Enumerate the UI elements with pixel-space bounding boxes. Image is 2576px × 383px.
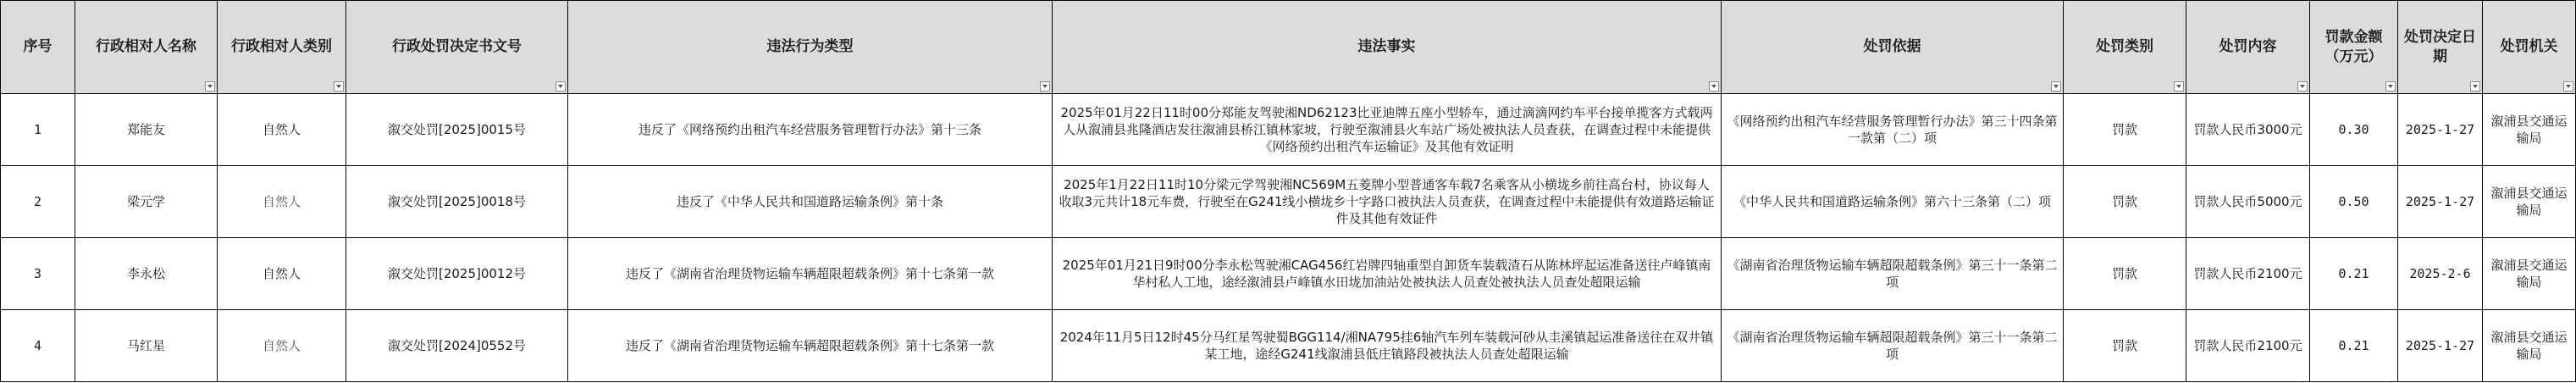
cell-date[interactable]: 2025-1-27 [2398,166,2483,238]
cell-index[interactable]: 2 [1,166,75,238]
cell-name[interactable]: 李永松 [75,238,218,310]
header-label: 序号 [23,38,53,55]
cell-facts[interactable]: 2024年11月5日12时45分马红星驾驶蜀BGG114/湘NA795挂6轴汽车列车装载河砂从圭溪镇起运准备送往在双井镇某工地，途经G241线溆浦县低庄镇路段被执法人员查处超限运输 [1053,310,1722,382]
header-cell-doc-no [346,1,568,94]
cell-index[interactable]: 1 [1,94,75,166]
cell-name[interactable]: 梁元学 [75,166,218,238]
cell-facts[interactable]: 2025年01月21日9时00分李永松驾驶湘CAG456红岩牌四轴重型自卸货车装载渣石从陈林坪起运准备送往卢峰镇南华村私人工地，途经溆浦县卢峰镇水田垅加油站处被执法人员查处被执法人员查处超限运输 [1053,238,1722,310]
filter-dropdown-icon[interactable] [1040,81,1050,92]
table-row [1,166,2576,238]
table-row [1,238,2576,310]
cell-index[interactable]: 3 [1,238,75,310]
cell-violation-type[interactable]: 违反了《中华人民共和国道路运输条例》第十条 [568,166,1053,238]
header-label: 行政相对人名称 [96,38,196,55]
header-cell-basis [1722,1,2064,94]
header-label: 行政处罚决定书文号 [392,38,522,55]
cell-violation-type[interactable]: 违反了《网络预约出租汽车经营服务管理暂行办法》第十三条 [568,94,1053,166]
header-label: 处罚类别 [2096,38,2153,55]
cell-facts[interactable]: 2025年01月22日11时00分郑能友驾驶湘ND62123比亚迪牌五座小型轿车，通过滴滴网约车平台接单揽客方式载两人从溆浦县兆隆酒店发往溆浦县桥江镇林家坡，行驶至溆浦县火车站广场处被执法人员查获，在调查过程中未能提供《网络预约出租汽车运输证》及其他有效证明 [1053,94,1722,166]
header-cell-name [75,1,218,94]
cell-date[interactable]: 2025-2-6 [2398,238,2483,310]
filter-dropdown-icon[interactable] [334,81,344,92]
cell-authority[interactable]: 溆浦县交通运输局 [2483,94,2576,166]
cell-date[interactable]: 2025-1-27 [2398,94,2483,166]
cell-penalty-content[interactable]: 罚款人民币2100元 [2186,310,2310,382]
header-cell-violation-type [568,1,1053,94]
cell-amount[interactable]: 0.50 [2310,166,2398,238]
cell-doc-no[interactable]: 溆交处罚[2025]0018号 [346,166,568,238]
header-cell-amount [2310,1,2398,94]
filter-dropdown-icon[interactable] [2470,81,2480,92]
header-cell-authority [2483,1,2576,94]
cell-basis[interactable]: 《湖南省治理货物运输车辆超限超载条例》第三十一条第二项 [1722,238,2064,310]
cell-name[interactable]: 郑能友 [75,94,218,166]
filter-dropdown-icon[interactable] [205,81,215,92]
cell-amount[interactable]: 0.21 [2310,310,2398,382]
header-row [1,1,2576,94]
filter-dropdown-icon[interactable] [2297,81,2308,92]
cell-category[interactable]: 自然人 [218,166,346,238]
header-cell-date [2398,1,2483,94]
cell-penalty-content[interactable]: 罚款人民币3000元 [2186,94,2310,166]
cell-penalty-type[interactable]: 罚款 [2064,238,2186,310]
filter-dropdown-icon[interactable] [2385,81,2396,92]
cell-basis[interactable]: 《中华人民共和国道路运输条例》第六十三条第（二）项 [1722,166,2064,238]
cell-category[interactable]: 自然人 [218,94,346,166]
cell-date[interactable]: 2025-1-27 [2398,310,2483,382]
filter-dropdown-icon[interactable] [2174,81,2184,92]
cell-amount[interactable]: 0.21 [2310,238,2398,310]
cell-penalty-content[interactable]: 罚款人民币5000元 [2186,166,2310,238]
header-label: 罚款金额（万元） [2324,28,2383,65]
cell-doc-no[interactable]: 溆交处罚[2025]0015号 [346,94,568,166]
filter-dropdown-icon[interactable] [2563,81,2573,92]
cell-basis[interactable]: 《网络预约出租汽车经营服务管理暂行办法》第三十四条第一款第（二）项 [1722,94,2064,166]
cell-authority[interactable]: 溆浦县交通运输局 [2483,310,2576,382]
cell-authority[interactable]: 溆浦县交通运输局 [2483,238,2576,310]
header-label: 处罚决定日期 [2404,28,2476,65]
filter-dropdown-icon[interactable] [2051,81,2061,92]
cell-violation-type[interactable]: 违反了《湖南省治理货物运输车辆超限超载条例》第十七条第一款 [568,238,1053,310]
cell-category[interactable]: 自然人 [218,238,346,310]
header-label: 处罚内容 [2219,38,2277,55]
cell-name[interactable]: 马红星 [75,310,218,382]
cell-penalty-type[interactable]: 罚款 [2064,310,2186,382]
filter-dropdown-icon[interactable] [556,81,566,92]
cell-index[interactable]: 4 [1,310,75,382]
header-label: 处罚依据 [1863,38,1921,55]
header-cell-category [218,1,346,94]
table-row [1,94,2576,166]
header-label: 违法行为类型 [766,38,854,55]
filter-dropdown-icon[interactable] [1709,81,1719,92]
header-cell-penalty-content [2186,1,2310,94]
cell-penalty-type[interactable]: 罚款 [2064,94,2186,166]
table-row [1,310,2576,382]
cell-penalty-type[interactable]: 罚款 [2064,166,2186,238]
cell-penalty-content[interactable]: 罚款人民币2100元 [2186,238,2310,310]
cell-authority[interactable]: 溆浦县交通运输局 [2483,166,2576,238]
cell-amount[interactable]: 0.30 [2310,94,2398,166]
header-label: 违法事实 [1357,38,1416,55]
cell-doc-no[interactable]: 溆交处罚[2025]0012号 [346,238,568,310]
header-cell-index [1,1,75,94]
header-label: 处罚机关 [2500,38,2558,55]
cell-doc-no[interactable]: 溆交处罚[2024]0552号 [346,310,568,382]
cell-basis[interactable]: 《湖南省治理货物运输车辆超限超载条例》第三十一条第二项 [1722,310,2064,382]
header-cell-penalty-type [2064,1,2186,94]
cell-facts[interactable]: 2025年1月22日11时10分梁元学驾驶湘NC569M五菱牌小型普通客车载7名乘客从小横垅乡前往高台村，协议每人收取3元共计18元车费，行驶至在G241线小横垅乡十字路口被执法人员查获，在调查过程中未能提供有效道路运输证件及其他有效证件 [1053,166,1722,238]
cell-category[interactable]: 自然人 [218,310,346,382]
header-label: 行政相对人类别 [231,38,332,55]
header-cell-facts [1053,1,1722,94]
cell-violation-type[interactable]: 违反了《湖南省治理货物运输车辆超限超载条例》第十七条第一款 [568,310,1053,382]
